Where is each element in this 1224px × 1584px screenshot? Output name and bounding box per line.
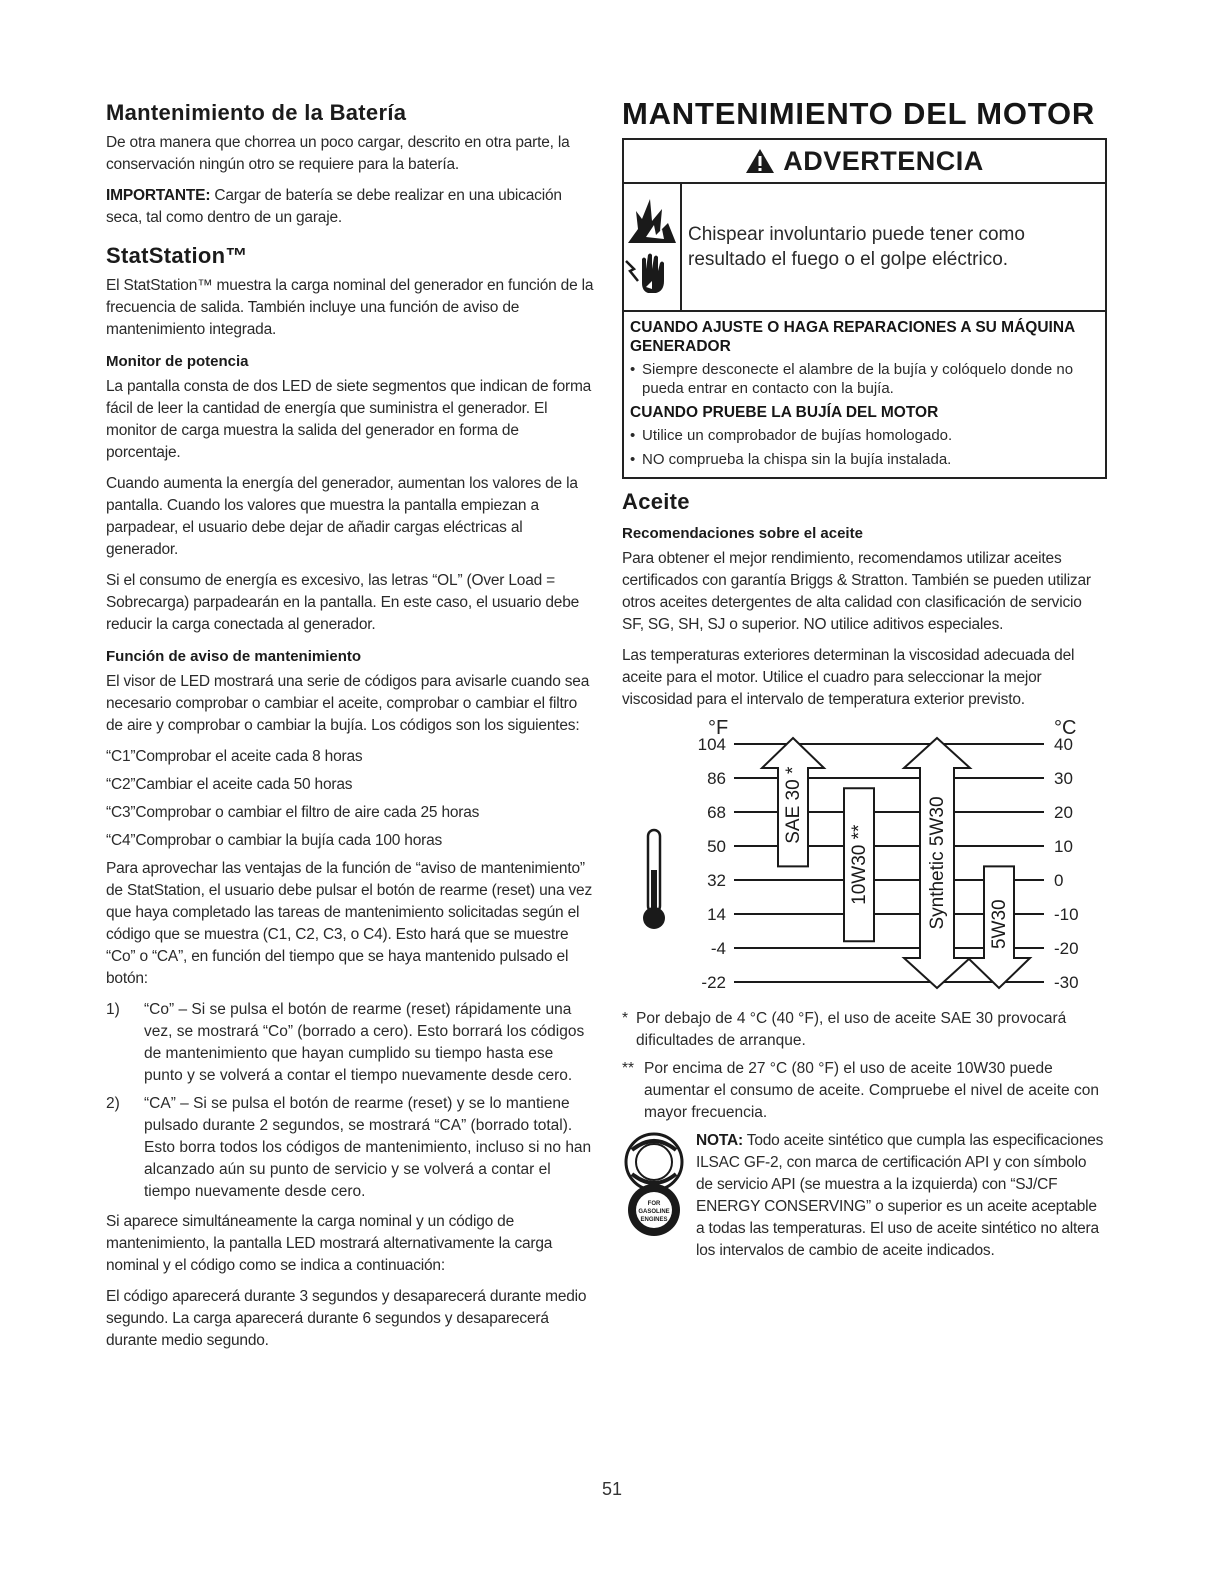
battery-paragraph: De otra manera que chorrea un poco cargar, descrito en otra parte, la conservación ningún otro se requiere para la batería. bbox=[106, 134, 570, 173]
fahrenheit-tick-label: 104 bbox=[697, 735, 726, 754]
oil-range-label: SAE 30 * bbox=[783, 766, 804, 844]
footnote-2-text: Por encima de 27 °C (80 °F) el uso de aceite 10W30 puede aumentar el consumo de aceite. Compruebe el nivel de aceite con mayor frecuencia. bbox=[644, 1060, 1099, 1121]
hazard-icons bbox=[624, 184, 682, 310]
list-item-number: 2) bbox=[106, 1095, 120, 1112]
code-c4: “C4”Comprobar o cambiar la bujía cada 100 horas bbox=[106, 832, 443, 849]
fahrenheit-tick-label: -4 bbox=[710, 939, 726, 958]
oil-range-label: 10W30 ** bbox=[849, 824, 870, 905]
list-item bbox=[106, 1093, 596, 1203]
fire-icon bbox=[624, 195, 680, 245]
fahrenheit-tick-label: 50 bbox=[707, 837, 726, 856]
statstation-title: StatStation™ bbox=[106, 243, 248, 268]
warning-heading-repairs: CUANDO AJUSTE O HAGA REPARACIONES A SU MÁQUINA GENERADOR bbox=[630, 319, 1075, 355]
warning-bullet: • Siempre desconecte el alambre de la bujía y colóquelo donde no pueda entrar en contacto con la bujía. bbox=[630, 360, 1099, 398]
svg-text:FOR: FOR bbox=[647, 1201, 661, 1207]
celsius-tick-label: -20 bbox=[1054, 939, 1079, 958]
celsius-tick-label: 20 bbox=[1054, 803, 1073, 822]
oil-viscosity-chart-svg bbox=[622, 720, 1107, 1000]
warning-header bbox=[624, 140, 1105, 184]
oil-range-label: 5W30 bbox=[989, 899, 1010, 950]
nota-paragraph bbox=[696, 1130, 1107, 1262]
code-c1: “C1”Comprobar el aceite cada 8 horas bbox=[106, 748, 363, 765]
important-text: Cargar de batería se debe realizar en una ubicación seca, tal como dentro de un garaje. bbox=[106, 187, 562, 226]
aviso-paragraph-1: El visor de LED mostrará una serie de códigos para avisarle cuando sea necesario comprobar o cambiar el aceite, comprobar o cambiar el filtro de aire y comprobar o cambiar la bujía. Los códigos son los siguientes: bbox=[106, 673, 590, 734]
monitor-paragraph-2: Cuando aumenta la energía del generador, aumentan los valores de la pantalla. Cuando los valores que muestra la pantalla empiezan a parpadear, el usuario debe dejar de añadir cargas eléctricas al generador. bbox=[106, 475, 578, 558]
warning-instructions bbox=[624, 312, 1105, 477]
recommendations-paragraph-2: Las temperaturas exteriores determinan la viscosidad adecuada del aceite para el motor. Utilice el cuadro para seleccionar la mejor viscosidad para el intervalo de temperatura exterior previsto. bbox=[622, 647, 1075, 708]
monitor-title: Monitor de potencia bbox=[106, 353, 249, 370]
celsius-tick-label: -10 bbox=[1054, 905, 1079, 924]
list-item-text: “Co” – Si se pulsa el botón de rearme (reset) rápidamente una vez, se mostrará “Co” (borrado a cero). Esto borrará los códigos de mantenimiento que hayan cumplido su tiempo hasta ese punto y se volverá a contar el tiempo nuevamente desde cero. bbox=[144, 1001, 585, 1084]
monitor-paragraph-3: Si el consumo de energía es excesivo, las letras “OL” (Over Load = Sobrecarga) parpadearán en la pantalla. En este caso, el usuario debe reducir la carga conectada al generador. bbox=[106, 572, 580, 633]
reset-list bbox=[106, 999, 596, 1203]
nota-label: NOTA: bbox=[696, 1132, 743, 1149]
aviso-paragraph-3: Si aparece simultáneamente la carga nominal y un código de mantenimiento, la pantalla LED mostrará alternativamente la carga nominal y el código como se indica a continuación: bbox=[106, 1213, 553, 1274]
important-label: IMPORTANTE: bbox=[106, 187, 211, 204]
api-service-symbol-icon bbox=[622, 1130, 686, 1240]
warning-text: Chispear involuntario puede tener como resultado el fuego o el golpe eléctrico. bbox=[688, 224, 1025, 270]
aviso-paragraph-4: El código aparecerá durante 3 segundos y desaparecerá durante medio segundo. La carga aparecerá durante 6 segundos y desaparecerá durante medio segundo. bbox=[106, 1288, 587, 1349]
fahrenheit-tick-label: 14 bbox=[707, 905, 726, 924]
celsius-unit-label: °C bbox=[1054, 720, 1077, 739]
list-item bbox=[106, 999, 596, 1087]
footnote-2 bbox=[622, 1058, 1107, 1124]
celsius-tick-label: 40 bbox=[1054, 735, 1073, 754]
battery-important bbox=[106, 185, 596, 229]
electric-shock-icon bbox=[624, 251, 680, 299]
svg-text:GASOLINE: GASOLINE bbox=[638, 1209, 670, 1215]
statstation-paragraph: El StatStation™ muestra la carga nominal del generador en función de la frecuencia de salida. También incluye una función de aviso de mantenimiento integrada. bbox=[106, 277, 594, 338]
footnote-2-mark: ** bbox=[622, 1060, 635, 1077]
warning-hazard-row bbox=[624, 184, 1105, 312]
oil-range-label: Synthetic 5W30 bbox=[927, 796, 948, 930]
aceite-title: Aceite bbox=[622, 489, 690, 514]
fahrenheit-unit-label: °F bbox=[708, 720, 729, 739]
motor-title: MANTENIMIENTO DEL MOTOR bbox=[622, 96, 1096, 131]
nota-text: Todo aceite sintético que cumpla las especificaciones ILSAC GF-2, con marca de certificación API y con símbolo de servicio API (se muestra a la izquierda) con “SJ/CF ENERGY CONSERVING” o superior es un aceite aceptable a todas las temperaturas. El uso de aceite sintético no altera los intervalos de cambio de aceite indicados. bbox=[696, 1132, 1104, 1259]
warning-triangle-icon bbox=[745, 148, 775, 174]
recommendations-title: Recomendaciones sobre el aceite bbox=[622, 525, 863, 542]
recommendations-paragraph-1: Para obtener el mejor rendimiento, recomendamos utilizar aceites certificados con garantía Briggs & Stratton. También se pueden utilizar otros aceites detergentes de alta calidad con clasificación de servicio SF, SG, SH, SJ o superior. NO utilice aditivos especiales. bbox=[622, 550, 1091, 633]
monitor-paragraph-1: La pantalla consta de dos LED de siete segmentos que indican de forma fácil de leer la cantidad de energía que suministra el generador. El monitor de carga muestra la salida del generador en forma de porcentaje. bbox=[106, 378, 592, 461]
fahrenheit-tick-label: 32 bbox=[707, 871, 726, 890]
warning-heading-spark-test: CUANDO PRUEBE LA BUJÍA DEL MOTOR bbox=[630, 404, 939, 421]
battery-title: Mantenimiento de la Batería bbox=[106, 100, 407, 125]
list-item-text: “CA” – Si se pulsa el botón de rearme (reset) y se lo mantiene pulsado durante 2 segundos, se mostrará “CA” (borrado total). Esto borra todos los códigos de mantenimiento, incluso si no han alcanzado aún su punto de servicio y se volverá a contar el tiempo nuevamente desde cero. bbox=[144, 1095, 592, 1200]
page-number: 51 bbox=[601, 1479, 623, 1499]
aviso-title: Función de aviso de mantenimiento bbox=[106, 648, 362, 665]
code-c2: “C2”Cambiar el aceite cada 50 horas bbox=[106, 776, 353, 793]
fahrenheit-tick-label: 86 bbox=[707, 769, 726, 788]
fahrenheit-tick-label: -22 bbox=[701, 973, 726, 992]
code-c3: “C3”Comprobar o cambiar el filtro de aire cada 25 horas bbox=[106, 804, 480, 821]
fahrenheit-tick-label: 68 bbox=[707, 803, 726, 822]
list-item-number: 1) bbox=[106, 1001, 120, 1018]
warning-title: ADVERTENCIA bbox=[783, 145, 984, 176]
warning-bullet: • NO comprueba la chispa sin la bujía instalada. bbox=[630, 450, 1099, 469]
right-column bbox=[622, 96, 1107, 1262]
thermometer-icon bbox=[643, 830, 665, 929]
nota-block bbox=[622, 1130, 1107, 1262]
celsius-tick-label: -30 bbox=[1054, 973, 1079, 992]
warning-box bbox=[622, 138, 1107, 479]
left-column bbox=[106, 96, 596, 1361]
warning-bullet: • Utilice un comprobador de bujías homologado. bbox=[630, 426, 1099, 445]
celsius-tick-label: 10 bbox=[1054, 837, 1073, 856]
celsius-tick-label: 30 bbox=[1054, 769, 1073, 788]
footnote-1 bbox=[622, 1008, 1107, 1052]
oil-viscosity-chart bbox=[622, 720, 1107, 1000]
svg-text:ENGINES: ENGINES bbox=[640, 1217, 668, 1223]
footnote-1-mark: * bbox=[622, 1010, 629, 1027]
aviso-paragraph-2: Para aprovechar las ventajas de la función de “aviso de mantenimiento” de StatStation, el usuario debe pulsar el botón de rearme (reset) una vez que haya completado las tareas de mantenimiento solicitadas según el código que se muestra (C1, C2, C3, o C4). Esto hará que se muestre “Co” o “CA”, en función del tiempo que se haya mantenido pulsado el botón: bbox=[106, 860, 593, 987]
footnote-1-text: Por debajo de 4 °C (40 °F), el uso de aceite SAE 30 provocará dificultades de arranque. bbox=[636, 1010, 1067, 1049]
celsius-tick-label: 0 bbox=[1054, 871, 1064, 890]
